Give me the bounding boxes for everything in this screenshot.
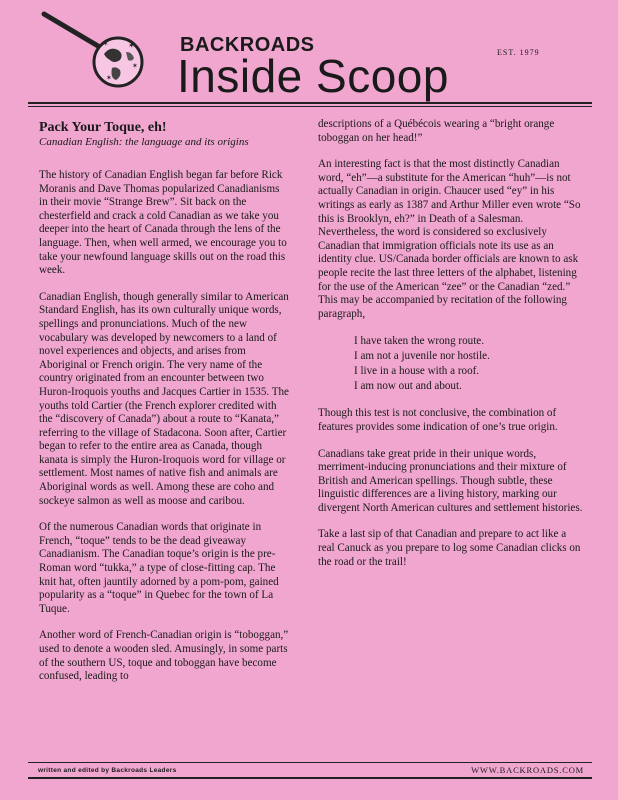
verse-line: I live in a house with a roof. — [354, 365, 480, 378]
paragraph: Canadian English, though generally similar to American Standard English, has its own culturally unique words, spellings and pronunciations. Much of the new vocabulary was developed by newcomers to a land of novel experiences and objects, and arises from Aboriginal or French origin. The very name of the country originated from an encounter between two Huron-Iroquois youths and Jacques Cartier in 1535. The youths told Cartier (the French explorer credited with the “discovery of Canada”) about a route to “Kanata,” referring to the village of Stadacona. Soon after, Cartier began to refer to the entire area as Canada, though kanata is simply the Huron-Iroquois word for village or settlement. Most names of native fish and animals are Aboriginal words as well. Among these are coho and sockeye salmon as well as moose and caribou. — [39, 290, 289, 507]
recitation-verse — [354, 334, 583, 394]
footer-url: WWW.BACKROADS.COM — [471, 765, 584, 775]
paragraph: Of the numerous Canadian words that originate in French, “toque” tends to be the dead giveaway Canadianism. The Canadian toque’s origin is the pre-Roman word “tukka,” a type of close-fitting cap. The knit hat, often jauntily adorned by a pom-pom, gained popularity as a “toque” in Quebec for the town of La Tuque. — [39, 521, 279, 615]
brand-title: Inside Scoop — [177, 50, 449, 102]
footer-credit: written and edited by Backroads Leaders — [38, 767, 177, 774]
svg-text:✶: ✶ — [102, 39, 109, 48]
brand-small: BACKROADS — [180, 34, 315, 56]
left-column — [39, 120, 289, 697]
established-label: EST. 1979 — [497, 48, 540, 57]
paragraph: descriptions of a Québécois wearing a “bright orange toboggan on her head!” — [318, 118, 555, 144]
svg-text:✶: ✶ — [106, 74, 112, 82]
verse-line: I have taken the wrong route. — [354, 335, 484, 348]
paragraph: An interesting fact is that the most distinctly Canadian word, “eh”—a substitute for the American “huh”—is not actually Canadian in origin. Chaucer used “ey” in his writings as early as 1387 and Arthur Miller even wrote “So this is Brooklyn, eh?” in Death of a Salesman. Nevertheless, the word is considered so exclusively Canadian that immigration officials note its use as an identity clue. US/Canada border officials are known to ask people recite the last three letters of the alphabet, listening for the use of the American “zee” or the Canadian “zed.” This may be accompanied by recitation of the following paragraph, — [318, 158, 581, 320]
magnifying-glass-globe-icon — [40, 8, 150, 88]
paragraph: Canadians take great pride in their unique words, merriment-inducing pronunciations and their mixture of British and American spellings. Though subtle, these linguistic differences are a living history, marking our divergent North American cultures and settlement histories. — [318, 447, 583, 514]
svg-text:✶: ✶ — [128, 41, 135, 50]
paragraph: Take a last sip of that Canadian and prepare to act like a real Canuck as you prepare to log some Canadian clicks on the road or the trail! — [318, 528, 581, 568]
paragraph: Another word of French-Canadian origin is “toboggan,” used to denote a wooden sled. Amusingly, in some parts of the southern US, toque and toboggan have become confused, leading to — [39, 629, 289, 683]
footer-rule — [28, 777, 592, 779]
paragraph: Though this test is not conclusive, the combination of features provides some indication of one’s true origin. — [318, 407, 558, 433]
masthead-rule — [28, 102, 592, 104]
article-subhead: Canadian English: the language and its origins — [39, 136, 249, 148]
article-headline: Pack Your Toque, eh! — [39, 120, 167, 135]
verse-line: I am now out and about. — [354, 380, 462, 393]
paragraph: The history of Canadian English began far before Rick Moranis and Dave Thomas popularized Canadianisms in their movie “Strange Brew”. Sit back on the chesterfield and crack a cold Canadian as we take you deeper into the heart of Canada through the lens of the language. Then, when well armed, we encourage you to take your newfound language skills out on the road this week. — [39, 169, 287, 277]
verse-line: I am not a juvenile nor hostile. — [354, 350, 490, 363]
svg-text:✶: ✶ — [132, 62, 138, 70]
right-column — [318, 118, 583, 582]
masthead-rule-thin — [28, 106, 592, 107]
footer-rule-thin — [28, 762, 592, 763]
